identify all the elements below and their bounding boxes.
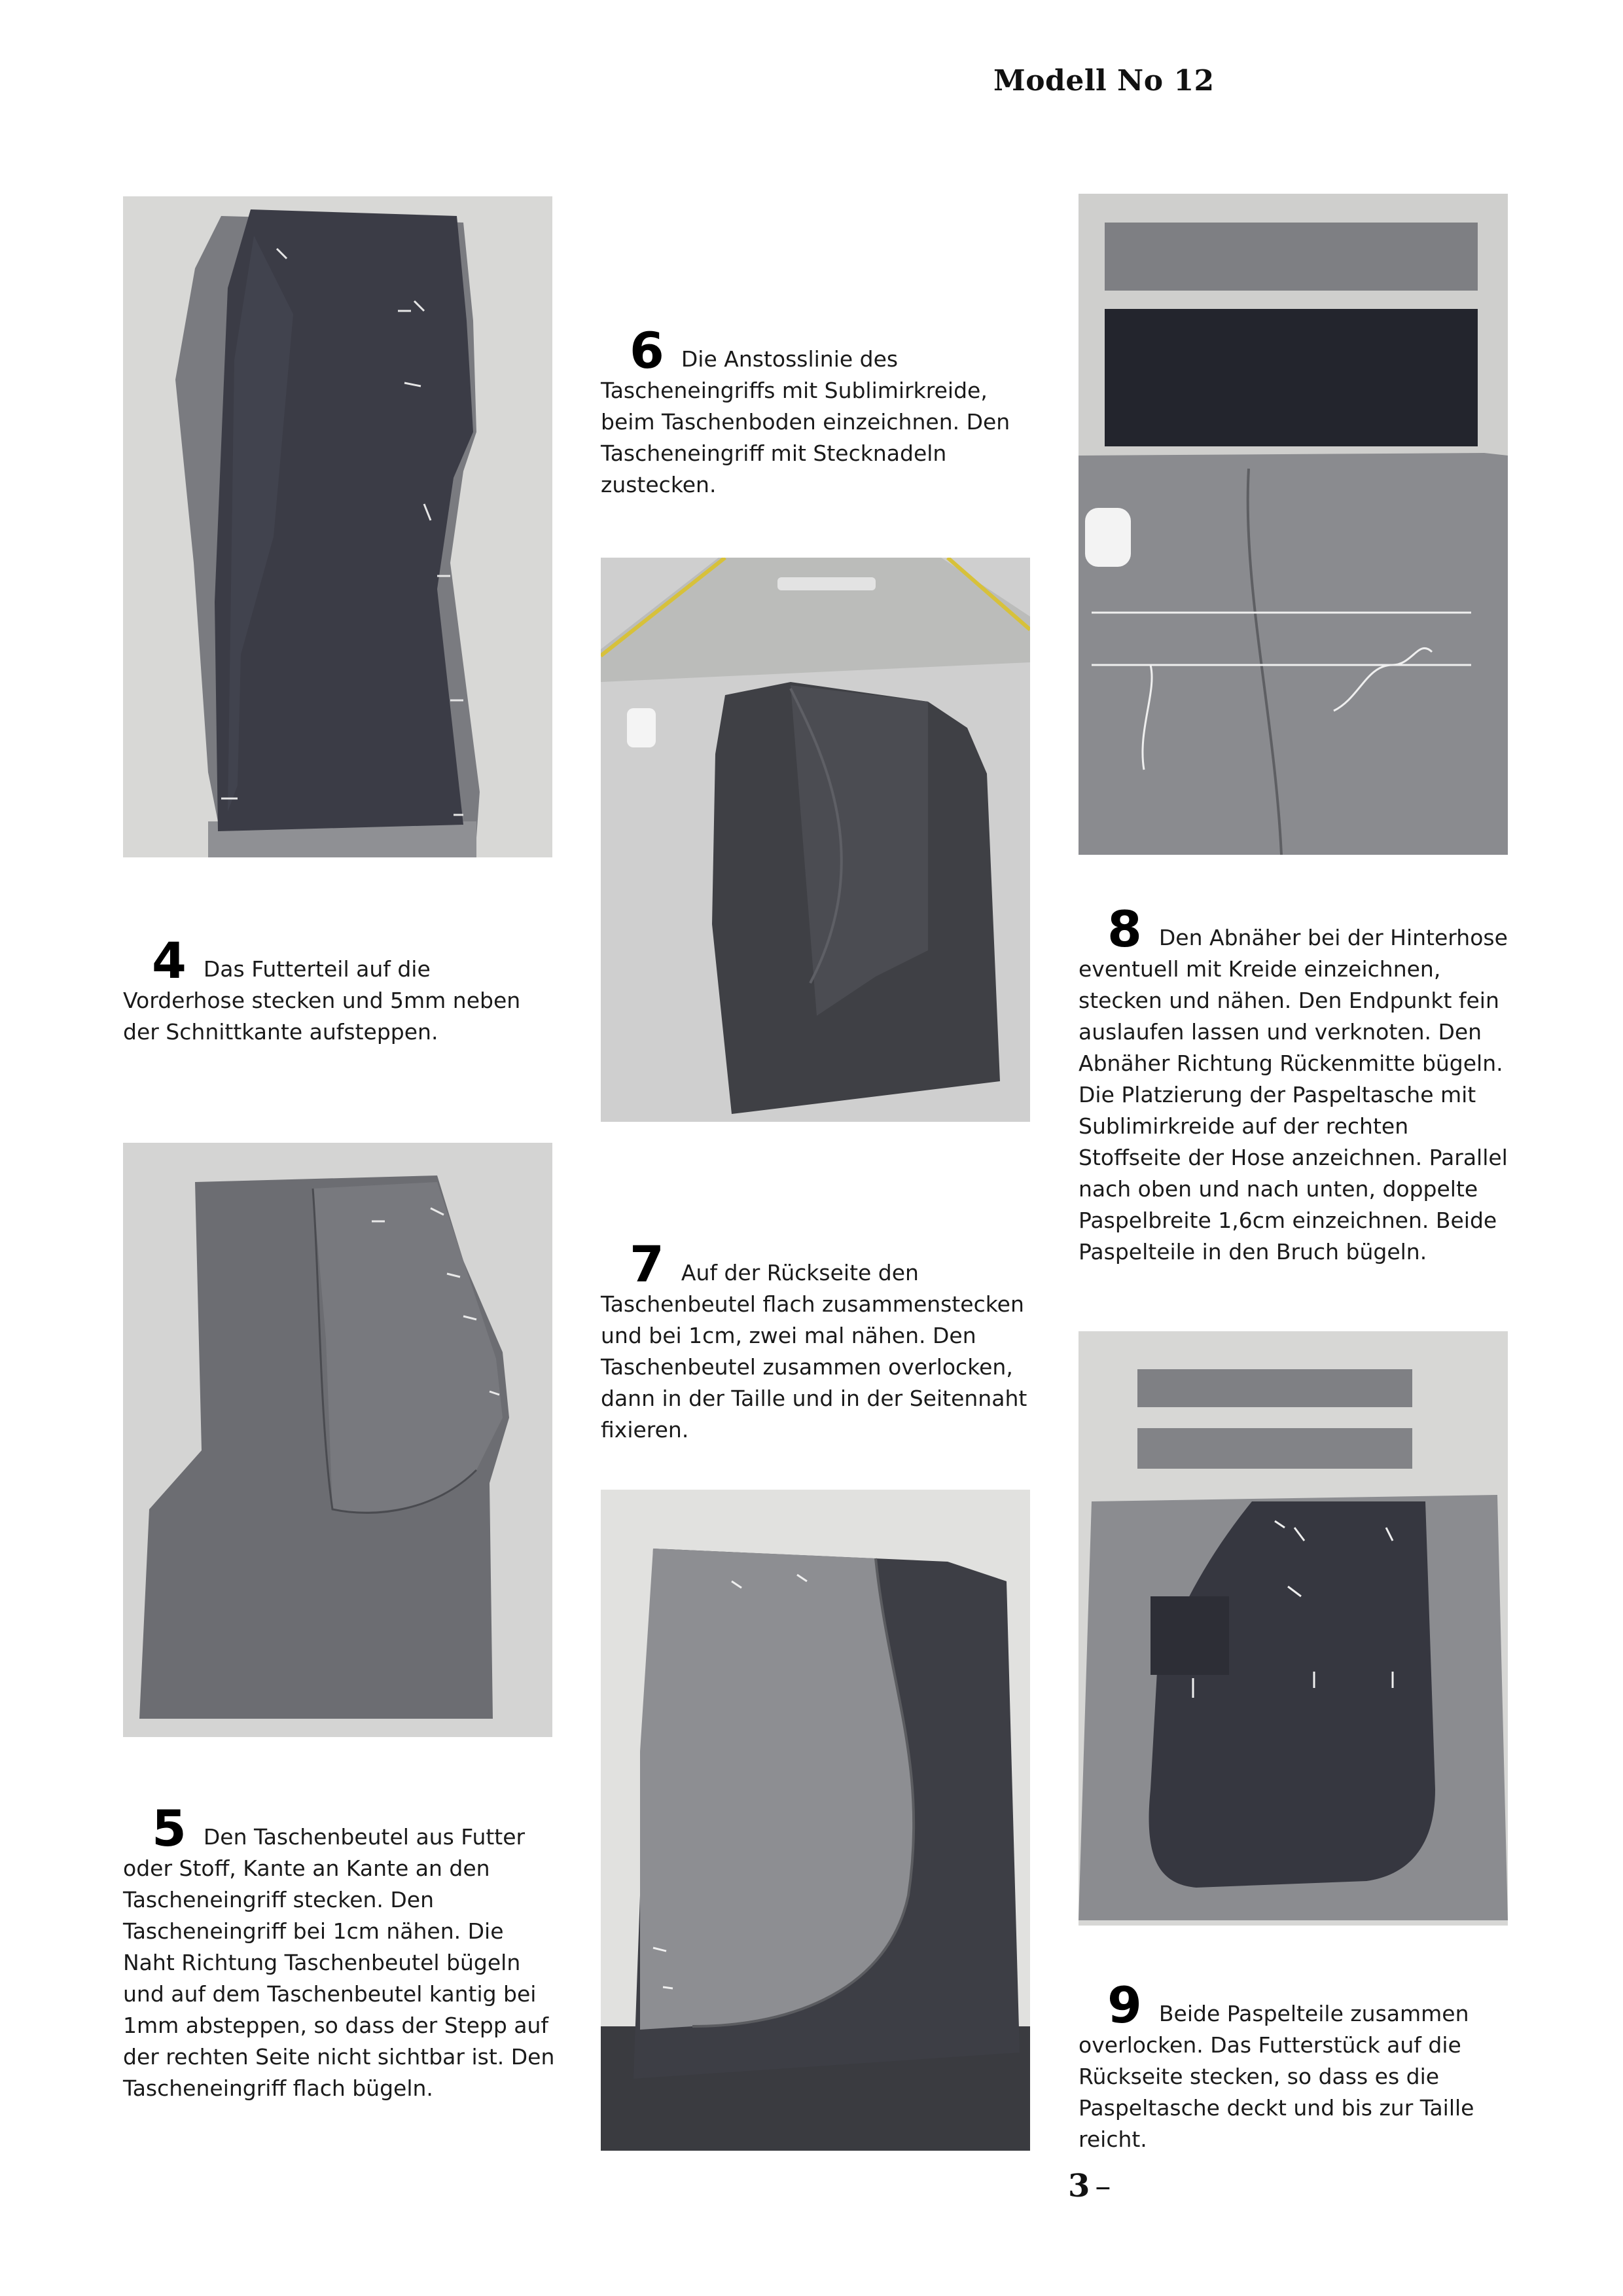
page-number: 3 — [1068, 2168, 1090, 2204]
step-number: 4 — [152, 931, 187, 990]
step-text: Den Abnäher bei der Hinterhose eventuell mit Kreide einzeichnen, stecken und nähen. Den Endpunkt fein auslaufen lassen und verknoten. Den Abnäher Richtung Rückenmitte bügeln. Die Platzierung der Paspeltasche mit Sublimirkreide auf der rechten Stoffseite der Hose anzeichnen. Parallel nach oben und nach unten, doppelte Paspelbreite 1,6cm einzeichnen. Beide Paspelteile in den Bruch bügeln. — [1079, 925, 1508, 1265]
photo-ruler-chalk-marking — [601, 558, 1030, 1122]
step-number: 9 — [1107, 1976, 1142, 2034]
step-4-instruction — [123, 931, 558, 1048]
step-number: 7 — [630, 1235, 664, 1293]
step-number: 6 — [630, 321, 664, 380]
photo-welt-strips-and-dart-marking — [1079, 194, 1508, 855]
step-5-instruction — [123, 1799, 558, 2104]
page-header-title: Modell No 12 — [993, 64, 1215, 98]
photo-welt-strips-and-pinned-lining — [1079, 1331, 1508, 1926]
step-9-instruction — [1079, 1976, 1513, 2155]
step-8-instruction — [1079, 900, 1513, 1268]
photo-pocket-bag-overlocked — [601, 1490, 1030, 2151]
step-text: Das Futterteil auf die Vorderhose stecken und 5mm neben der Schnittkante aufsteppen. — [123, 956, 521, 1045]
step-text: Die Anstosslinie des Tascheneingriffs mit Sublimirkreide, beim Taschenboden einzeichnen. Den Tascheneingriff mit Stecknadeln zustecken. — [601, 346, 1010, 497]
step-text: Auf der Rückseite den Taschenbeutel flach zusammenstecken und bei 1cm, zwei mal nähen. Den Taschenbeutel zusammen overlocken, dann in der Taille und in der Seitennaht fixieren. — [601, 1260, 1027, 1443]
step-7-instruction — [601, 1235, 1035, 1446]
step-text: Beide Paspelteile zusammen overlocken. Das Futterstück auf die Rückseite stecken, so dass es die Paspeltasche deckt und bis zur Taille reicht. — [1079, 2001, 1474, 2152]
photo-lining-on-front-trouser — [123, 196, 552, 857]
step-number: 8 — [1107, 900, 1142, 958]
page-footer — [1068, 2168, 1111, 2204]
step-6-instruction — [601, 321, 1035, 501]
step-number: 5 — [152, 1799, 187, 1857]
footer-dash: – — [1095, 2168, 1111, 2204]
step-text: Den Taschenbeutel aus Futter oder Stoff, Kante an Kante an den Tascheneingriff stecken. Den Tascheneingriff bei 1cm nähen. Die Naht Richtung Taschenbeutel bügeln und auf dem Taschenbeutel kantig bei 1mm absteppen, so dass der Stepp auf der rechten Seite nicht sichtbar ist. Den Tascheneingriff flach bügeln. — [123, 1824, 555, 2101]
photo-pocket-bag-stitched — [123, 1143, 552, 1737]
